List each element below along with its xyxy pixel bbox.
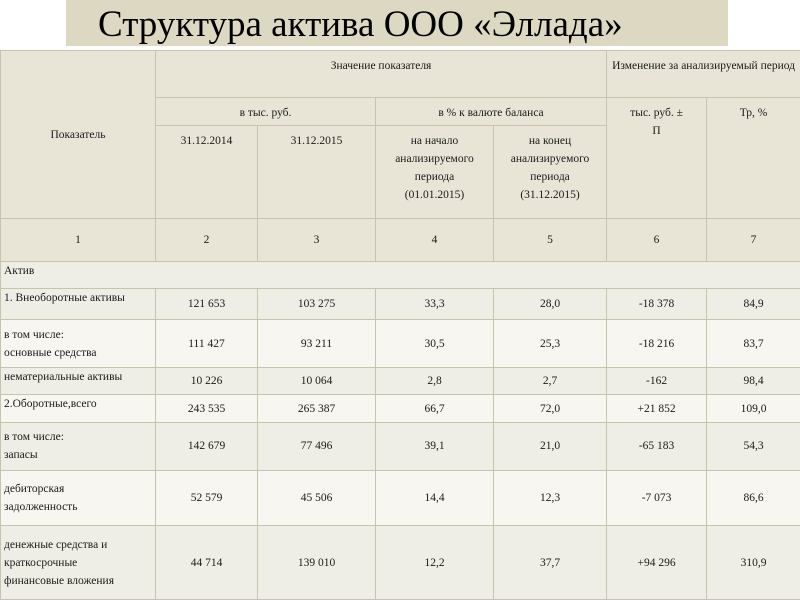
row-label: нематериальные активы bbox=[1, 368, 156, 395]
table-row bbox=[1, 288, 800, 319]
col-number: 6 bbox=[607, 219, 707, 261]
cell-2014: 10 226 bbox=[156, 368, 258, 395]
table-row bbox=[1, 319, 800, 367]
cell-pct-end: 28,0 bbox=[494, 288, 607, 319]
asset-structure-table bbox=[0, 50, 800, 600]
header-period-end: на конец анализируемого периода (31.12.2015) bbox=[494, 125, 607, 219]
cell-change-rub: -162 bbox=[607, 368, 707, 395]
row-label: дебиторская задолженность bbox=[1, 470, 156, 525]
col-number: 3 bbox=[258, 219, 376, 261]
row-label: денежные средства и краткосрочные финансовые вложения bbox=[1, 526, 156, 600]
cell-2014: 111 427 bbox=[156, 319, 258, 367]
col-number: 7 bbox=[707, 219, 800, 261]
section-label: Актив bbox=[1, 261, 800, 288]
cell-2014: 142 679 bbox=[156, 422, 258, 470]
cell-change-pct: 98,4 bbox=[707, 368, 800, 395]
page-title: Структура актива ООО «Эллада» bbox=[98, 4, 623, 45]
header-indicator: Показатель bbox=[1, 51, 156, 219]
col-number: 2 bbox=[156, 219, 258, 261]
col-number: 1 bbox=[1, 219, 156, 261]
cell-change-pct: 109,0 bbox=[707, 395, 800, 422]
cell-change-rub: +94 296 bbox=[607, 526, 707, 600]
col-number: 4 bbox=[376, 219, 494, 261]
cell-change-rub: -7 073 bbox=[607, 470, 707, 525]
header-percent-of-balance: в % к валюте баланса bbox=[376, 98, 607, 125]
table-row bbox=[1, 395, 800, 422]
cell-pct-start: 2,8 bbox=[376, 368, 494, 395]
cell-pct-start: 12,2 bbox=[376, 526, 494, 600]
cell-pct-start: 66,7 bbox=[376, 395, 494, 422]
cell-change-pct: 310,9 bbox=[707, 526, 800, 600]
table-row bbox=[1, 368, 800, 395]
cell-2015: 77 496 bbox=[258, 422, 376, 470]
cell-2015: 103 275 bbox=[258, 288, 376, 319]
header-date-2014: 31.12.2014 bbox=[156, 125, 258, 219]
cell-change-rub: -65 183 bbox=[607, 422, 707, 470]
cell-change-rub: -18 216 bbox=[607, 319, 707, 367]
table-row bbox=[1, 470, 800, 525]
cell-2015: 45 506 bbox=[258, 470, 376, 525]
row-label: в том числе: основные средства bbox=[1, 319, 156, 367]
cell-pct-start: 30,5 bbox=[376, 319, 494, 367]
table-row bbox=[1, 526, 800, 600]
header-value-group: Значение показателя bbox=[156, 51, 607, 98]
cell-pct-end: 37,7 bbox=[494, 526, 607, 600]
table-row bbox=[1, 422, 800, 470]
cell-2015: 93 211 bbox=[258, 319, 376, 367]
cell-change-rub: -18 378 bbox=[607, 288, 707, 319]
cell-pct-end: 21,0 bbox=[494, 422, 607, 470]
cell-pct-start: 14,4 bbox=[376, 470, 494, 525]
header-change-group: Изменение за анализируемый период bbox=[607, 51, 800, 98]
header-period-start: на начало анализируемого периода (01.01.2015) bbox=[376, 125, 494, 219]
cell-2015: 10 064 bbox=[258, 368, 376, 395]
cell-pct-start: 39,1 bbox=[376, 422, 494, 470]
cell-change-pct: 84,9 bbox=[707, 288, 800, 319]
cell-2015: 265 387 bbox=[258, 395, 376, 422]
cell-change-pct: 83,7 bbox=[707, 319, 800, 367]
cell-pct-end: 12,3 bbox=[494, 470, 607, 525]
header-change-rub: тыс. руб. ± П bbox=[607, 98, 707, 219]
row-label: в том числе: запасы bbox=[1, 422, 156, 470]
header-date-2015: 31.12.2015 bbox=[258, 125, 376, 219]
header-change-pct: Тр, % bbox=[707, 98, 800, 219]
cell-2014: 52 579 bbox=[156, 470, 258, 525]
cell-pct-end: 72,0 bbox=[494, 395, 607, 422]
cell-change-rub: +21 852 bbox=[607, 395, 707, 422]
row-label: 2.Оборотные,всего bbox=[1, 395, 156, 422]
cell-change-pct: 86,6 bbox=[707, 470, 800, 525]
cell-pct-end: 2,7 bbox=[494, 368, 607, 395]
cell-2014: 121 653 bbox=[156, 288, 258, 319]
cell-2015: 139 010 bbox=[258, 526, 376, 600]
cell-2014: 44 714 bbox=[156, 526, 258, 600]
cell-change-pct: 54,3 bbox=[707, 422, 800, 470]
cell-pct-end: 25,3 bbox=[494, 319, 607, 367]
row-label: 1. Внеоборотные активы bbox=[1, 288, 156, 319]
col-number: 5 bbox=[494, 219, 607, 261]
cell-pct-start: 33,3 bbox=[376, 288, 494, 319]
cell-2014: 243 535 bbox=[156, 395, 258, 422]
header-thousand-rub: в тыс. руб. bbox=[156, 98, 376, 125]
